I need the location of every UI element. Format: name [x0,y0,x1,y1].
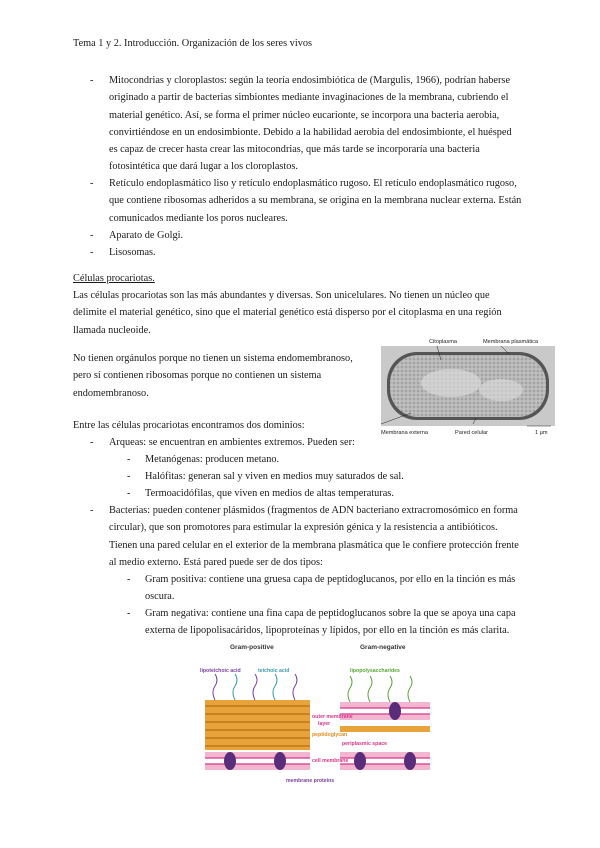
title-gram-negative: Gram-negative [360,644,406,651]
bullet-dash: - [127,608,131,619]
text-line: No tienen orgánulos porque no tienen un sistema endomembranoso, [73,353,353,364]
text-line: que contiene ribosomas adheridos a su membrana, se origina en la membrana nuclear externa. Están [109,195,522,207]
bullet-dash: - [127,471,131,482]
label-cell-wall: Pared celular [455,430,488,436]
label-layer: layer [318,721,331,727]
bacteria-micrograph [381,338,555,438]
text-line: material genético. Así, se forma el primer núcleo eucarionte, se incorpora una bacteria aerobia, [109,109,500,121]
bullet-dash: - [127,574,131,585]
bullet-dash: - [90,75,94,86]
sub-gram-positiva [145,571,515,606]
sub-termoacidofilas: Termoacidófilas, que viven en medios de altas temperaturas. [145,488,394,499]
bullet-bacterias [109,502,519,571]
text-line: Gram negativa: contiene una fina capa de peptidoglucanos sobre la que se apoya una capa [145,608,516,619]
bullet-dash: - [90,247,94,258]
label-periplasmic: periplasmic space [342,741,387,747]
text-line: originado a partir de bacterias simbiontes mediante invaginaciones de la membrana, cubriendo el [109,92,509,104]
bullet-dash: - [90,230,94,241]
text-line: es capaz de crecer hasta crear las mitocondrias, que más tarde se incorporaría una bacteria [109,144,480,156]
text-line: Retículo endoplasmático liso y retículo endoplasmático rugoso. El retículo endoplasmático rugoso, [109,178,517,189]
label-cell-membrane: cell membrane [312,758,349,764]
label-outer-membrane: outer membrane [312,714,353,720]
text-line: externa de lipopolisacáridos, lipoproteínas y lípidos, por ello en la tinción es más clarita. [145,625,510,637]
label-peptidoglycan: peptidoglycan [312,732,348,738]
label-scale: 1 µm [535,430,548,436]
sub-metanogenas: Metanógenas: producen metano. [145,454,280,465]
paragraph-intro [73,287,502,339]
sub-gram-negativa [145,605,516,640]
title-gram-positive: Gram-positive [230,644,274,651]
text-line: endomembranoso. [73,387,149,399]
gram-positive-wall [205,674,310,770]
text-line: al medio externo. Está pared puede ser de dos tipos: [109,556,323,568]
label-plasma-membrane: Membrana plasmática [483,339,539,345]
label-teichoic: teichoic acid [258,668,290,674]
bullet-dash: - [127,488,131,499]
text-line: convirtiéndose en un endosimbionte. Debido a la habilidad aerobia del endosimbionte, el huésped [109,126,512,138]
text-line: comunicados mediante los poros nucleares. [109,212,288,224]
gram-negative-wall [340,676,430,770]
label-lipoteichoic: lipoteichoic acid [200,668,241,674]
section-heading: Células procariotas. [73,273,155,284]
page-header: Tema 1 y 2. Introducción. Organización de los seres vivos [73,38,313,49]
label-lipopolysaccharides: lipopolysaccharides [350,668,400,674]
bullet-lisosomas: Lisosomas. [109,247,156,258]
text-line: fotosintética que dará lugar a los cloroplastos. [109,161,299,173]
bullet-dash: - [90,437,94,448]
text-line: Mitocondrias y cloroplastos: según la teoría endosimbiótica de (Margulis, 1966), podrían haberse [109,75,511,86]
label-membrane-proteins: membrane proteins [286,778,335,784]
text-line: delimite el material genético, sino que el material genético está disperso por el citoplasma en una región [73,307,502,319]
paragraph-organulos [73,350,353,402]
bullet-dash: - [90,178,94,189]
bullet-mitocondrias [109,72,512,176]
text-line: oscura. [145,591,175,603]
text-line: pero sí contienen ribosomas porque no contienen un sistema [73,370,322,382]
bullet-dash: - [90,505,94,516]
sub-halofitas: Halófitas: generan sal y viven en medios muy saturados de sal. [145,471,404,482]
paragraph-dominios: Entre las células procariotas encontramos dos dominios: [73,420,305,431]
bullet-arqueas: Arqueas: se encuentran en ambientes extremos. Pueden ser: [109,437,355,448]
text-line: Las células procariotas son las más abundantes y diversas. Son unicelulares. No tienen un núcleo que [73,290,490,301]
text-line: llamada nucleoide. [73,324,151,336]
text-line: Bacterias: pueden contener plásmidos (fragmentos de ADN bacteriano extracromosómico en forma [109,505,518,516]
bullet-golgi: Aparato de Golgi. [109,230,184,241]
bullet-dash: - [127,454,131,465]
text-line: circular), que son promotores para estimular la expresión génica y la resistencia a antibióticos. [109,522,498,534]
label-external-membrane: Membrana externa [381,430,428,436]
text-line: Gram positiva: contiene una gruesa capa de peptidoglucanos, por ello en la tinción es más [145,574,516,585]
gram-diagram [200,640,440,790]
bullet-reticulo [109,175,521,227]
label-cytoplasm: Citoplasma [429,339,457,345]
text-line: Tienen una pared celular en el exterior de la membrana plasmática que le confiere protección frente [109,539,519,551]
